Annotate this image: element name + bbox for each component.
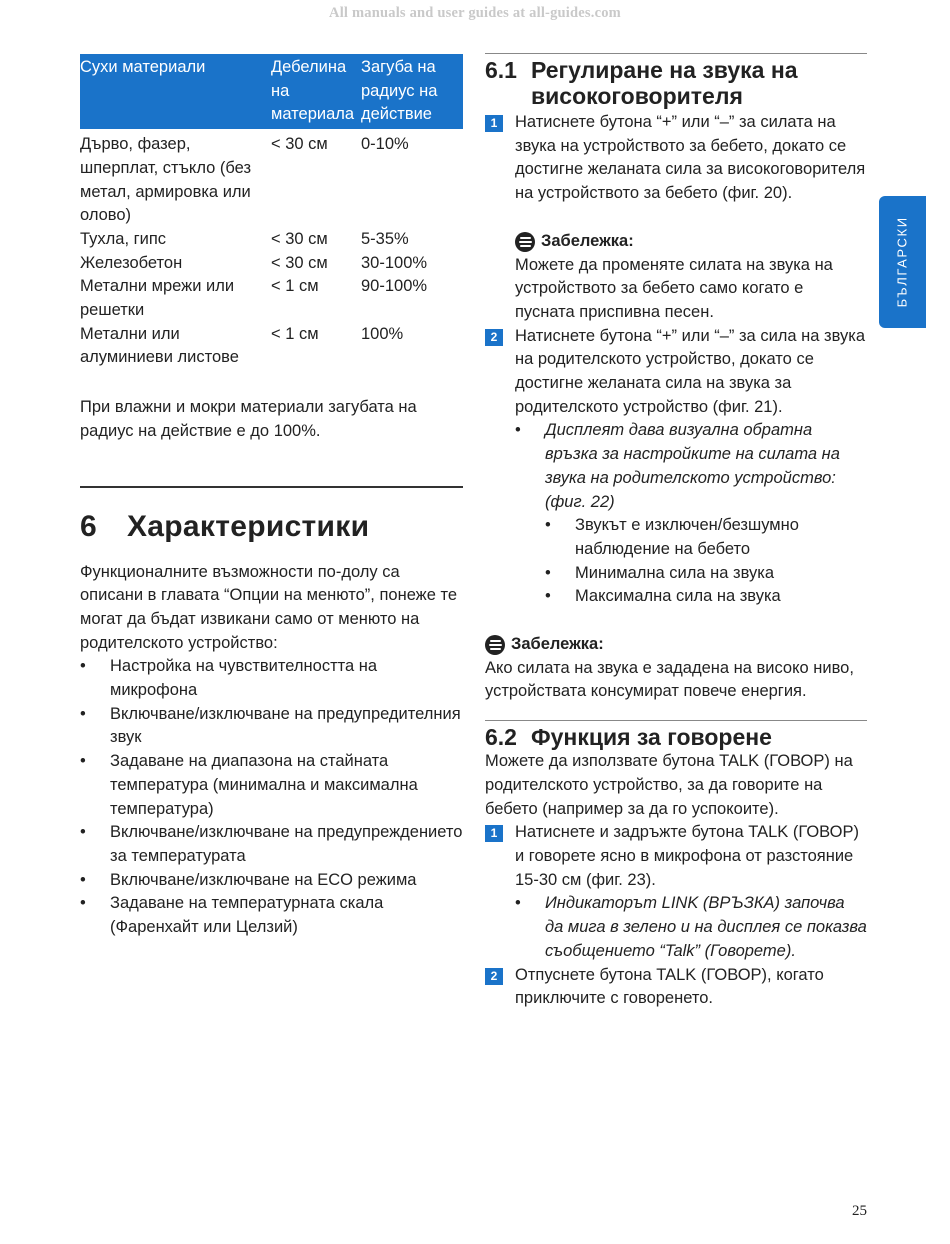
table-row	[80, 252, 463, 276]
chapter-intro: Функционалните възможности по-долу са описани в главата “Опции на менюто”, понеже те могат да бъдат извикани само от менюто на родителското устройство:	[80, 562, 458, 652]
table-cell: < 30 см	[271, 135, 328, 154]
list-item: • Включване/изключване на ECO режима	[80, 869, 463, 893]
table-header-row	[80, 54, 463, 129]
note-label: Забележка:	[541, 231, 634, 250]
right-column	[485, 53, 867, 1011]
note-header	[485, 230, 867, 254]
table-header-cell: Сухи материали	[80, 54, 271, 129]
table-cell: < 30 см	[271, 229, 328, 248]
section-title: Функция за говорене	[531, 724, 772, 751]
materials-table	[80, 54, 463, 370]
result-block	[485, 892, 867, 963]
table-cell: Тухла, гипс	[80, 229, 167, 248]
table-row	[80, 129, 463, 228]
table-row	[80, 228, 463, 252]
chapter-divider	[80, 486, 463, 488]
features-list	[80, 655, 463, 939]
list-item: • Задаване на температурната скала (Фаренхайт или Целзий)	[80, 892, 463, 939]
table-cell: 90-100%	[361, 277, 428, 296]
section-heading-6-1	[485, 57, 867, 109]
list-item: • Включване/изключване на предупреждението за температурата	[80, 821, 463, 868]
chapter-title: Характеристики	[127, 509, 370, 543]
table-cell: < 1 см	[271, 324, 319, 343]
step-number-badge: 1	[485, 825, 503, 842]
step-2	[485, 325, 867, 420]
note-icon	[485, 635, 505, 655]
list-item: • Включване/изключване на предупредителния звук	[80, 703, 463, 750]
list-item: • Задаване на диапазона на стайната температура (минимална и максимална температура)	[80, 750, 463, 821]
chapter-number: 6	[80, 509, 97, 543]
step-text: Натиснете и задръжте бутона TALK (ГОВОР) и говорете ясно в микрофона от разстояние 15-30 см (фиг. 23).	[515, 823, 859, 889]
step-number-badge: 2	[485, 968, 503, 985]
table-cell: Метални или алуминиеви листове	[80, 324, 239, 367]
note-text: Ако силата на звука е зададена на високо ниво, устройствата консумират повече енергия.	[485, 658, 854, 701]
result-text: • Дисплеят дава визуална обратна връзка за настройките на силата на звука на родителското устройство: (фиг. 22)	[515, 419, 867, 514]
section-number: 6.1	[485, 57, 517, 83]
watermark: All manuals and user guides at all-guides.com	[329, 5, 621, 21]
note-label: Забележка:	[511, 635, 604, 654]
result-block	[485, 419, 867, 609]
table-cell: Дърво, фазер, шперплат, стъкло (без метал, армировка или олово)	[80, 135, 252, 225]
step-number-badge: 2	[485, 329, 503, 346]
page-number: 25	[852, 1203, 867, 1219]
table-cell: 5-35%	[361, 229, 409, 248]
result-text: • Индикаторът LINK (ВРЪЗКА) започва да мига в зелено и на дисплея се показва съобщението “Talk” (Говорете).	[515, 892, 867, 963]
volume-levels-list	[515, 514, 867, 609]
language-tab	[879, 196, 926, 328]
table-cell: 0-10%	[361, 135, 409, 154]
table-cell: 30-100%	[361, 253, 428, 272]
step-text: Отпуснете бутона TALK (ГОВОР), когато приключите с говоренето.	[515, 965, 824, 1008]
table-row	[80, 275, 463, 322]
step-1	[485, 111, 867, 206]
list-item: • Настройка на чувствителността на микрофона	[80, 655, 463, 702]
table-cell: < 1 см	[271, 277, 319, 296]
section-number: 6.2	[485, 724, 517, 751]
table-row	[80, 323, 463, 370]
section-divider	[485, 720, 867, 721]
step-2	[485, 964, 867, 1011]
table-cell: 100%	[361, 324, 404, 343]
list-item: • Максимална сила на звука	[545, 585, 867, 609]
note-block	[485, 230, 867, 325]
step-1	[485, 821, 867, 892]
section-heading-6-2	[485, 724, 867, 750]
table-header-cell: Дебелина на материала	[271, 54, 361, 129]
step-number-badge: 1	[485, 115, 503, 132]
step-text: Натиснете бутона “+” или “–” за сила на звука на родителското устройство, докато се достигне желаната сила на звука за родителското устройство (фиг. 21).	[515, 326, 866, 416]
language-tab-label: БЪЛГАРСКИ	[894, 216, 910, 308]
note-text: Можете да променяте силата на звука на устройството за бебето само когато е пусната приспивна песен.	[515, 255, 833, 321]
moist-materials-note: При влажни и мокри материали загубата на радиус на действие е до 100%.	[80, 398, 417, 440]
note-block	[485, 633, 867, 704]
section-divider	[485, 53, 867, 54]
step-text: Натиснете бутона “+” или “–” за силата на звука на устройството за бебето, докато се достигне желаната сила за високоговорителя на устройството за бебето (фиг. 20).	[515, 113, 866, 203]
note-icon	[515, 232, 535, 252]
table-cell: Метални мрежи или решетки	[80, 277, 235, 320]
table-header-cell: Загуба на радиус на действие	[361, 54, 463, 129]
left-column	[80, 54, 463, 940]
chapter-heading	[80, 507, 463, 547]
list-item: • Звукът е изключен/безшумно наблюдение на бебето	[545, 514, 867, 561]
table-cell: Железобетон	[80, 253, 183, 272]
section-intro: Можете да използвате бутона TALK (ГОВОР) на родителското устройство, за да говорите на бебето (например за да го успокоите).	[485, 752, 853, 818]
section-title: Регулиране на звука на високоговорителя	[531, 57, 798, 109]
table-cell: < 30 см	[271, 253, 328, 272]
note-header	[485, 633, 867, 657]
list-item: • Минимална сила на звука	[545, 562, 867, 586]
